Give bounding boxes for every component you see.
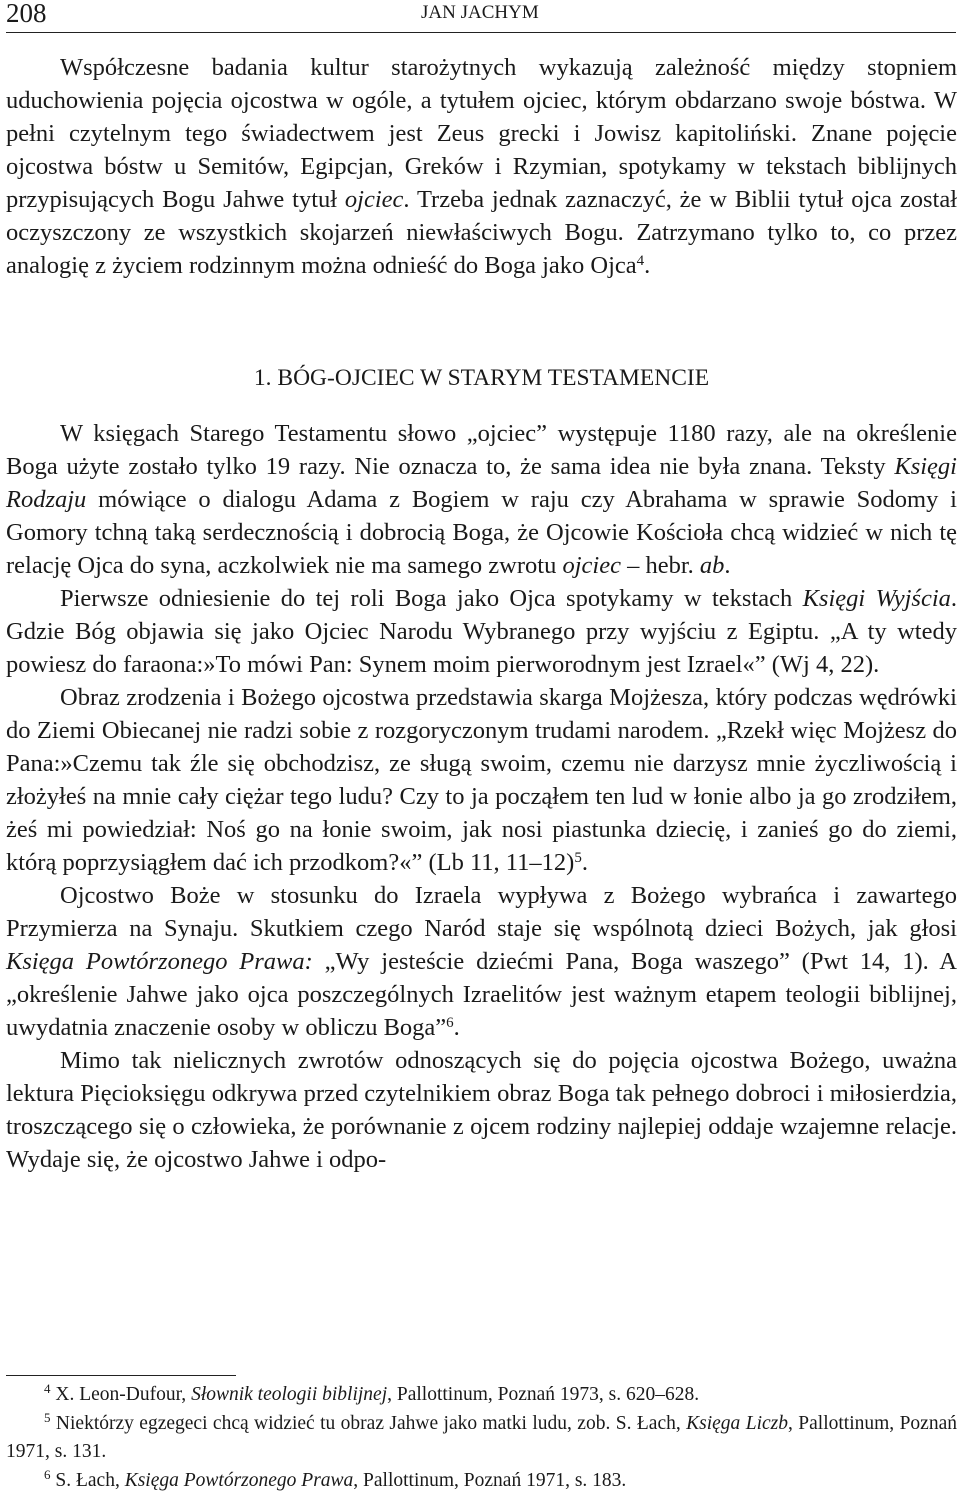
paragraph-pentateuch: [6, 1044, 957, 1176]
footnote-6: [6, 1467, 957, 1496]
text-run: mówiące o dialogu Adama z Bogiem w raju czy Abrahama w sprawie Sodomy i Gomory tchną taką serdecznością i dobrocią Boga, że Ojcowie Kościoła chcą widzieć w nich tę relację Ojca do syna, aczkolwiek nie ma samego zwrotu: [6, 486, 957, 579]
text-run: „Wy jesteście dziećmi Pana, Boga waszego” (Pwt 14, 1). A „określenie Jahwe jako ojca poszczególnych Izraelitów jest ważnym etapem teologii biblijnej, uwydatnia znaczenie osoby w obliczu Boga”: [6, 948, 957, 1041]
text-run: , Pallottinum, Poznań 1973, s. 620–628.: [387, 1384, 700, 1405]
text-run: . Trzeba jednak zaznaczyć, że w Biblii tytuł ojca został oczyszczony ze wszystkich skojarzeń niewłaściwych Bogu. Zatrzymano tylko to, co przez analogię z życiem rodzinnym można odnieść do Boga jako Ojca: [6, 186, 957, 279]
footnotes: [6, 1381, 957, 1495]
italic-text: ojciec: [562, 552, 621, 579]
footnote-rule: [6, 1375, 236, 1376]
text-run: .: [453, 1014, 460, 1041]
running-head: JAN JACHYM: [421, 2, 539, 23]
italic-text: Księgi Wyjścia: [802, 585, 951, 612]
main-text: [6, 51, 957, 1176]
text-run: Ojcostwo Boże w stosunku do Izraela wypływa z Bożego wybrańca i zawartego Przymierza na Synaju. Skutkiem czego Naród staje się wspólnotą dzieci Bożych, jak głosi: [6, 882, 957, 942]
paragraph-covenant: [6, 879, 957, 1044]
italic-text: Księga Powtórzonego Prawa:: [6, 948, 313, 975]
footnote-ref: 5: [44, 1409, 51, 1425]
paragraph-intro: [6, 51, 957, 282]
text-run: .: [581, 849, 588, 876]
text-run: . Gdzie Bóg objawia się jako Ojciec Narodu Wybranego przy wyjściu z Egiptu. „A ty wtedy powiesz do faraona:»To mówi Pan: Synem moim pierworodnym jest Izrael«” (Wj 4, 22).: [6, 585, 957, 678]
text-run: .: [644, 252, 651, 279]
italic-text: Księga Liczb: [686, 1412, 788, 1434]
text-run: W księgach Starego Testamentu słowo „ojciec” występuje 1180 razy, ale na określenie Boga użyte zostało tylko 19 razy. Nie oznacza to, że sama idea nie była znana. Teksty: [6, 420, 957, 480]
italic-text: ojciec: [344, 186, 404, 213]
section-heading: 1. BÓG-OJCIEC W STARYM TESTAMENCIE: [253, 365, 710, 391]
text-run: S. Łach,: [50, 1469, 125, 1491]
paragraph-moses: [6, 681, 957, 879]
text-run: , Pallottinum, Poznań 1971, s. 183.: [353, 1469, 627, 1491]
text-run: , Pallottinum, Poznań 1971, s. 131.: [6, 1412, 957, 1462]
header-rule: [6, 32, 956, 33]
text-run: – hebr.: [620, 552, 700, 579]
text-run: .: [724, 552, 731, 579]
footnote-ref: 4: [44, 1380, 51, 1396]
footnote-ref: 6: [44, 1466, 51, 1482]
text-run: Obraz zrodzenia i Bożego ojcostwa przedstawia skarga Mojżesza, który podczas wędrówki do Ziemi Obiecanej nie radzi sobie z rozgoryczonym trudami narodem. „Rzekł więc Mojżesz do Pana:»Czemu tak źle się obchodzisz, ze sługą swoim, czemu nie darzysz mnie życzliwością i złożyłeś na mnie cały ciężar tego ludu? Czy to ja począłem ten lud w łonie albo ja go zrodziłem, żeś mi powiedział: Noś go na łonie swoim, jak nosi piastunka dziecię, i zanieś go do ziemi, którą poprzysiągłem dać ich przodkom?«” (Lb 11, 11–12): [6, 684, 957, 876]
text-run: X. Leon-Dufour,: [50, 1384, 192, 1405]
footnote-4: [6, 1381, 957, 1410]
text-run: Pierwsze odniesienie do tej roli Boga jako Ojca spotykamy w tekstach: [60, 585, 803, 612]
footnote-5: [6, 1410, 957, 1467]
italic-text: ab: [699, 552, 725, 579]
page-header: [6, 0, 956, 40]
footnote-ref: 6: [446, 1014, 454, 1031]
paragraph-old-testament: [6, 417, 957, 582]
text-run: Mimo tak nielicznych zwrotów odnoszących się do pojęcia ojcostwa Bożego, uważna lektura Pięcioksięgu odkrywa przed czytelnikiem obraz Boga tak pełnego dobroci i miłosierdzia, troszczącego się o człowieka, że porównanie z ojcem rodziny najlepiej oddaje wzajemne relacje. Wydaje się, że ojcostwo Jahwe i odpo-: [6, 1047, 957, 1173]
italic-text: Słownik teologii biblijnej: [191, 1384, 388, 1405]
italic-text: Księga Powtórzonego Prawa: [124, 1469, 354, 1491]
text-run: Niektórzy egzegeci chcą widzieć tu obraz Jahwe jako matki ludu, zob. S. Łach,: [50, 1412, 687, 1434]
footnote-ref: 4: [636, 252, 645, 269]
paragraph-exodus: [6, 582, 957, 681]
italic-text: Księgi Rodzaju: [6, 453, 957, 513]
footnote-ref: 5: [574, 849, 582, 866]
text-run: Współczesne badania kultur starożytnych wykazują zależność między stopniem uduchowienia pojęcia ojcostwa w ogóle, a tytułem ojciec, którym obdarzano swoje bóstwa. W pełni czytelnym tego świadectwem jest Zeus grecki i Jowisz kapitoliński. Znane pojęcie ojcostwa bóstw u Semitów, Egipcjan, Greków i Rzymian, spotykamy w tekstach biblijnych przypisujących Bogu Jahwe tytuł: [6, 54, 957, 213]
page-number: 208: [6, 0, 47, 28]
